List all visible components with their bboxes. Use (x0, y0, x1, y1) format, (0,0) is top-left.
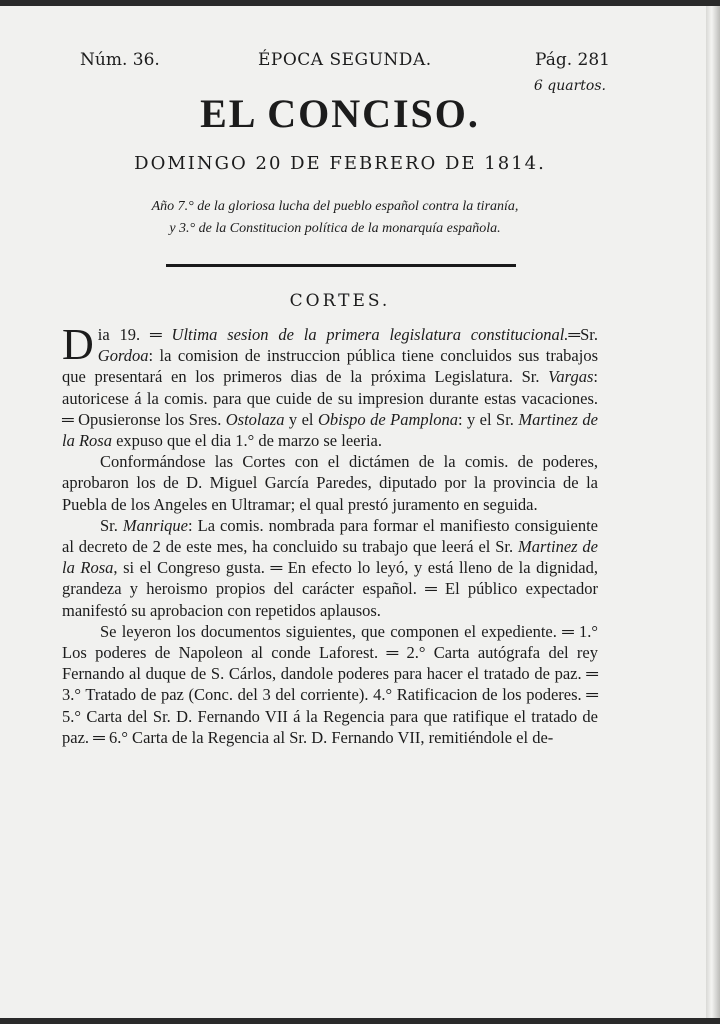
speaker-name: Obispo de Pamplona (317, 409, 458, 429)
issue-number: Núm. 36. (80, 50, 160, 70)
newspaper-page (0, 6, 706, 1018)
paragraph-1 (62, 320, 598, 451)
paragraph-2: Conformándose las Cortes con el dictámen de la comis. de poderes, aprobaron los de D. Miguel García Paredes, diputado por la provincia de la Puebla de los Angeles en Ultramar; el qual prestó juramento en seguida. (62, 452, 598, 514)
p3-text: : La comis. nombrada para formar el manifiesto consiguiente al decreto de 2 de este mes, ha concluido su trabajo que leerá el Sr. (62, 515, 598, 557)
motto-line-2: y 3.° de la Constitucion política de la monarquía española. (169, 221, 501, 236)
article-body (62, 320, 599, 748)
p1-text: y el (284, 409, 318, 429)
epoch-label: ÉPOCA SEGUNDA. (258, 50, 432, 70)
page-header (80, 50, 610, 94)
p1-text: ═Sr. (568, 325, 598, 344)
speaker-name: Vargas (548, 367, 594, 387)
speaker-name: Martinez de la Rosa (62, 409, 598, 451)
p1-text: : la comision de instruccion pública tiene concluidos sus trabajos que presentará en los primeros dias de la próxima Legislatura. Sr. (62, 346, 598, 387)
motto-line-1: Año 7.° de la gloriosa lucha del pueblo español contra la tiranía, (151, 199, 519, 214)
speaker-name: Martinez de la Rosa (62, 537, 599, 578)
p3-text: Sr. (100, 515, 123, 535)
paragraph-4: Se leyeron los documentos siguientes, que componen el expediente. ═ 1.° Los poderes de Napoleon al conde Laforest. ═ 2.° Carta autógrafa del rey Fernando al duque de S. Cárlos, dandole poderes para hacer el tratado de paz. ═ 3.° Tratado de paz (Conc. del 3 del corriente). 4.° Ratificacion de los poderes. ═ 5.° Carta del Sr. D. Fernando VII á la Regencia para que ratifique el tratado de paz. ═ 6.° Carta de la Regencia al Sr. D. Fernando VII, remitiéndole el de- (62, 621, 598, 747)
page-number: Pág. 281 (535, 50, 610, 70)
p1-italic: Ultima sesion de la primera legislatura constitucional. (171, 325, 569, 344)
price-label: 6 quartos. (533, 78, 606, 94)
p1-text: ia 19. ═ (97, 325, 172, 344)
drop-cap: D (62, 320, 94, 369)
page-edge (706, 6, 720, 1018)
separator-rule (166, 264, 516, 267)
p1-text: expuso que el dia 1.° de marzo se leeria. (111, 431, 383, 451)
p1-text: : autoricese á la comis. para que cuide de su impresion durante estas vacaciones. ═ Opusieronse los Sres. (62, 367, 598, 429)
p3-text: , si el Congreso gusta. ═ En efecto lo leyó, y está lleno de la dignidad, grandeza y heroismo propios del carácter español. ═ El público expectador manifestó su aprobacion con repetidos aplausos. (62, 558, 598, 620)
speaker-name: Gordoa (97, 346, 149, 366)
masthead-title: EL CONCISO. (200, 91, 480, 136)
dateline: DOMINGO 20 DE FEBRERO DE 1814. (134, 153, 546, 174)
speaker-name: Ostolaza (225, 409, 285, 429)
paragraph-3 (62, 515, 598, 621)
p1-text: : y el Sr. (457, 409, 519, 429)
section-title: CORTES. (289, 291, 391, 311)
speaker-name: Manrique (122, 515, 188, 535)
